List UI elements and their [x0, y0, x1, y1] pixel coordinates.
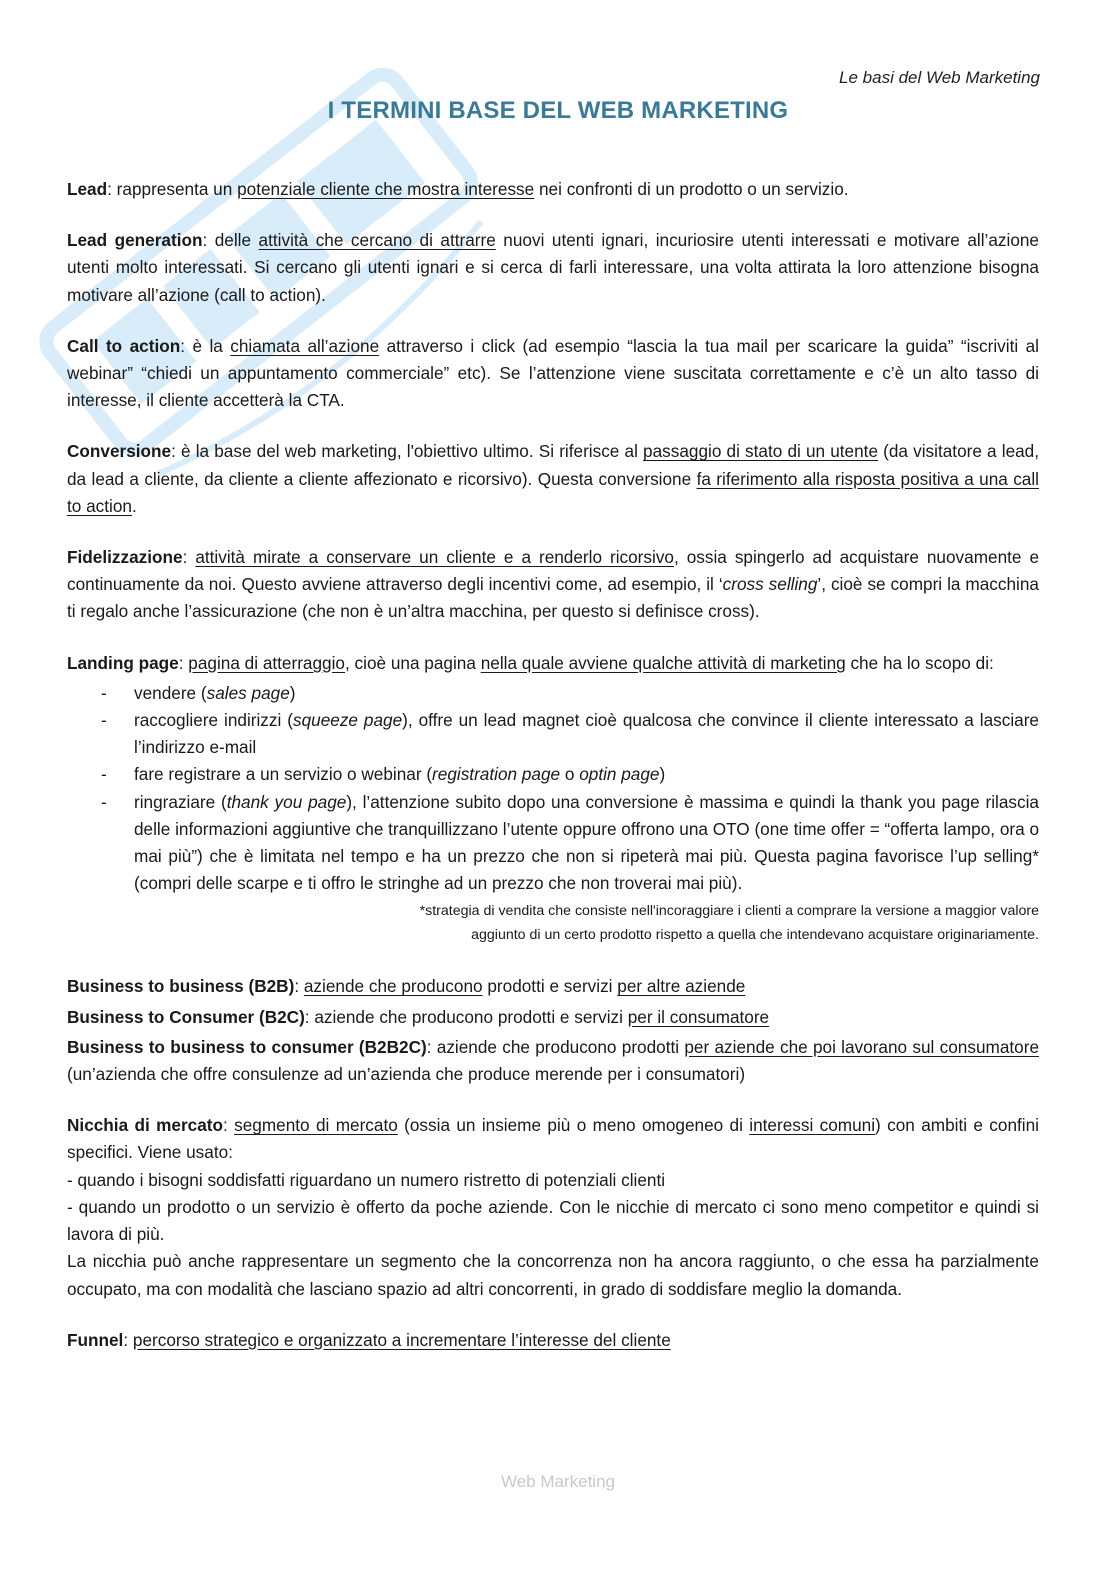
definition-landing-page: Landing page: pagina di atterraggio, cioè una pagina nella quale avviene qualche attività di marketing che ha lo scopo di:: [67, 652, 994, 673]
term: Funnel: [67, 1329, 124, 1350]
page-footer: Web Marketing: [500, 1472, 615, 1491]
underlined-text: chiamata all’azione: [230, 335, 380, 356]
underlined-text: per il consumatore: [627, 1006, 770, 1027]
definition-fidelizzazione: Fidelizzazione: attività mirate a conservare un cliente e a renderlo ricorsivo, ossia spingerlo ad acquistare nuovamente e continuamente da noi. Questo avviene attraverso degli incentivi come, ad esempio, il ‘cross selling’, cioè se compri la macchina ti regalo anche l’assicurazione (che non è un’altra macchina, per questo si definisce cross).: [67, 547, 1040, 622]
underlined-text: pagina di atterraggio: [188, 652, 345, 673]
term: Nicchia di mercato: [67, 1115, 223, 1136]
definition-call-to-action: Call to action: è la chiamata all’azione attraverso i click (ad esempio “lascia la tua mail per scaricare la guida” “iscriviti al webinar” “chiedi un appuntamento commerciale” etc). Se l’attenzione viene suscitata correttamente e c’è un alto tasso di interesse, il cliente accetterà la CTA.: [67, 335, 1039, 411]
term: Business to business to consumer (B2B2C): [67, 1036, 427, 1057]
underlined-text: segmento di mercato: [234, 1115, 398, 1136]
term: Call to action: [67, 335, 181, 356]
underlined-text: attività mirate a conservare un cliente e a renderlo ricorsivo: [195, 547, 674, 568]
list-item: - vendere (sales page): [67, 680, 1039, 707]
underlined-text: interessi comuni: [749, 1115, 876, 1136]
term: Business to Consumer (B2C): [67, 1006, 305, 1027]
definition-lead-generation: Lead generation: delle attività che cercano di attrarre nuovi utenti ignari, incuriosire utenti interessati e motivare all’azione utenti molto interessati. Si cercano gli utenti ignari e si cerca di farli interessare, una volta attirata la loro attenzione bisogna motivare all’azione (call to action).: [67, 230, 1039, 305]
term: Conversione: [67, 441, 172, 462]
underlined-text: potenziale cliente che mostra interesse: [237, 179, 535, 199]
list-item: - ringraziare (thank you page), l’attenzione subito dopo una conversione è massima e quindi la thank you page rilascia delle informazioni aggiuntive che tranquillizzano l’utente oppure offrono una OTO (one time offer = “offerta lampo, ora o mai più”) che è limitata nel tempo e ha un prezzo che non si ripeterà mai più. Questa pagina favorisce l’up selling* (compri delle scarpe e ti offro le stringhe ad un prezzo che non troverai mai più).: [67, 789, 1039, 898]
underlined-text: attività che cercano di attrarre: [258, 230, 496, 251]
definition-b2b: Business to business (B2B): aziende che producono prodotti e servizi per altre aziende: [67, 976, 746, 997]
page-title: I TERMINI BASE DEL WEB MARKETING: [327, 97, 789, 124]
definition-b2b2c: Business to business to consumer (B2B2C): aziende che producono prodotti per aziende che poi lavorano sul consumatore (un’azienda che offre consulenze ad un’azienda che produce merende per i consumatori): [67, 1036, 1039, 1085]
underlined-text: percorso strategico e organizzato a incrementare l’interesse del cliente: [132, 1329, 671, 1350]
underlined-text: aziende che producono: [303, 976, 483, 997]
list-item: - raccogliere indirizzi (squeeze page), offre un lead magnet cioè qualcosa che convince il cliente interessato a lasciare l’indirizzo e-mail: [67, 707, 1039, 761]
term: Landing page: [67, 652, 179, 673]
definition-funnel: Funnel: percorso strategico e organizzato a incrementare l’interesse del cliente: [67, 1329, 671, 1350]
underlined-text: nella quale avviene qualche attività di marketing: [480, 652, 846, 673]
document-body: [67, 176, 1039, 1378]
footnote: *strategia di vendita che consiste nell'incoraggiare i clienti a comprare la versione a maggior valore aggiunto di un certo prodotto rispetto a quella che intendevano acquistare originariamente.: [419, 903, 1039, 944]
underlined-text: fa riferimento alla risposta positiva a una call to action: [67, 468, 1039, 516]
list-item: - fare registrare a un servizio o webinar (registration page o optin page): [67, 761, 1039, 788]
running-header: Le basi del Web Marketing: [839, 68, 1040, 87]
definition-conversione: Conversione: è la base del web marketing, l'obiettivo ultimo. Si riferisce al passaggio di stato di un utente (da visitatore a lead, da lead a cliente, da cliente a cliente affezionato e ricorsivo). Questa conversione fa riferimento alla risposta positiva a una call to action.: [67, 441, 1040, 516]
definition-lead: Lead: rappresenta un potenziale cliente che mostra interesse nei confronti di un prodotto o un servizio.: [67, 179, 849, 199]
term: Lead generation: [67, 230, 203, 251]
term: Fidelizzazione: [67, 547, 183, 568]
definition-b2c: Business to Consumer (B2C): aziende che producono prodotti e servizi per il consumatore: [67, 1006, 770, 1027]
term: Lead: [67, 179, 108, 199]
underlined-text: per altre aziende: [617, 976, 746, 997]
landing-page-list: [67, 680, 1039, 898]
underlined-text: passaggio di stato di un utente: [643, 441, 879, 462]
term: Business to business (B2B): [67, 976, 295, 997]
underlined-text: per aziende che poi lavorano sul consumatore: [684, 1036, 1039, 1057]
definition-nicchia: Nicchia di mercato: segmento di mercato (ossia un insieme più o meno omogeneo di interessi comuni) con ambiti e confini specifici. Viene usato: - quando i bisogni soddisfatti riguardano un numero ristretto di potenziali clienti - quando un prodotto o un servizio è offerto da poche aziende. Con le nicchie di mercato ci sono meno competitor e quindi si lavora di più. La nicchia può anche rappresentare un segmento che la concorrenza non ha ancora raggiunto, o che essa ha parzialmente occupato, ma con modalità che lasciano spazio ad altri concorrenti, in grado di soddisfare meglio la domanda.: [67, 1115, 1039, 1299]
